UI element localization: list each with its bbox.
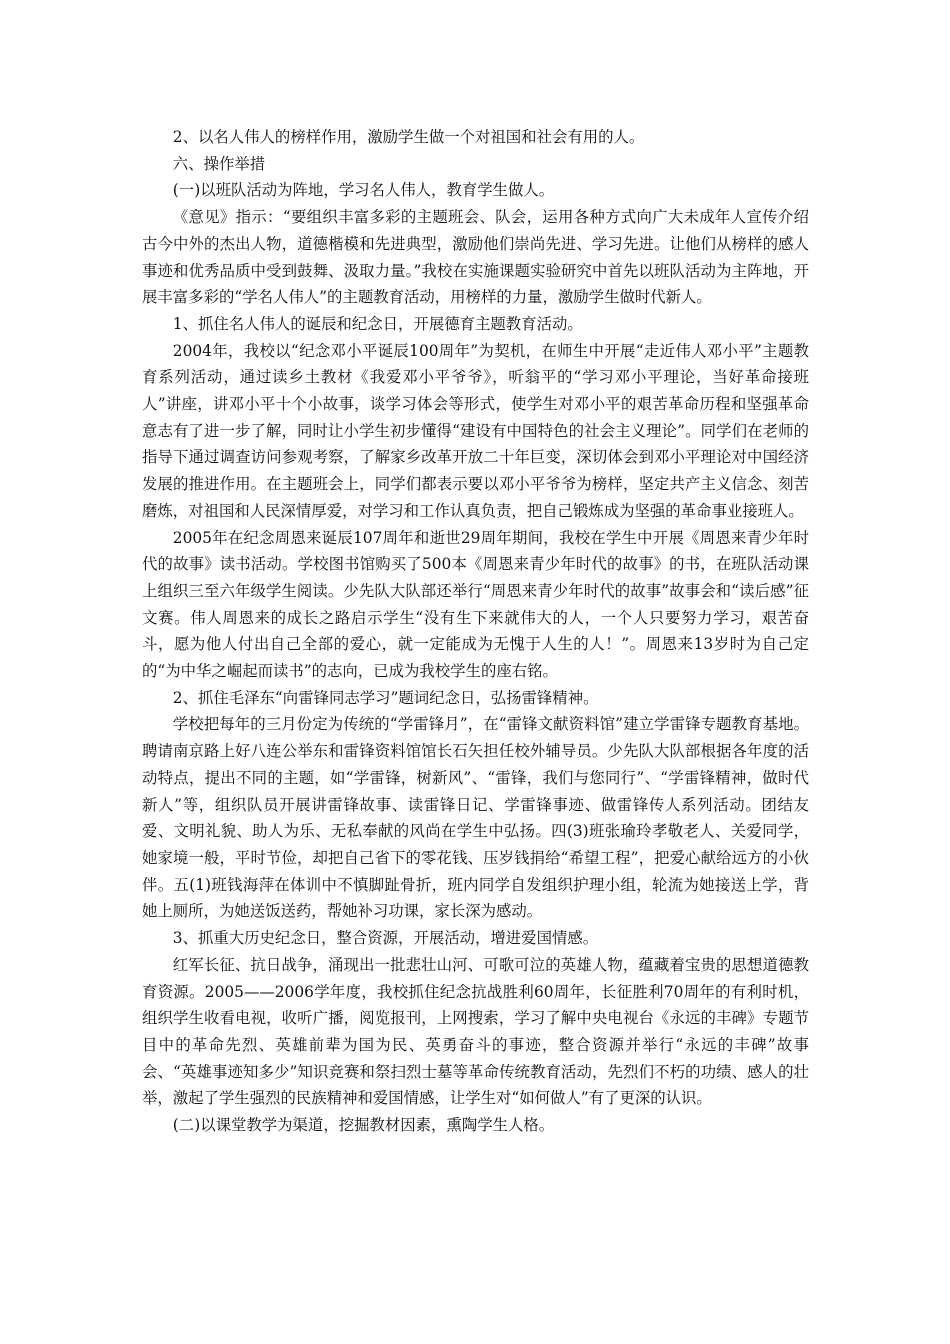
section-heading-measures: 六、操作举措 xyxy=(172,154,266,173)
paragraph-history: 红军长征、抗日战争，涌现出一批悲壮山河、可歌可泣的英雄人物，蕴藏着宝贵的思想道德教育资源。2005——2006学年度，我校抓住纪念抗战胜利60周年，长征胜利70周年的有利时机，组织学生收看电视，收听广播，阅览报刊，上网搜索，学习了解中央电视台《永远的丰碑》专题节目中的革命先烈、英雄前辈为国为民、英勇奋斗的事迹，整合资源并举行“永远的丰碑”故事会、“英雄事迹知多少”知识竞赛和祭扫烈士墓等革命传统教育活动，先烈们不朽的功绩、感人的壮举，激起了学生强烈的民族精神和爱国情感，让学生对“如何做人”有了更深的认识。 xyxy=(142,955,809,1108)
subsection-heading-1: (一)以班队活动为阵地，学习名人伟人，教育学生做人。 xyxy=(172,181,555,200)
paragraph-goal-2: 2、以名人伟人的榜样作用，激励学生做一个对祖国和社会有用的人。 xyxy=(172,128,645,146)
document-body xyxy=(142,124,809,1139)
paragraph-opinion: 《意见》指示：“要组织丰富多彩的主题班会、队会，运用各种方式向广大未成年人宣传介绍古今中外的杰出人物，道德楷模和先进典型，激励他们崇尚先进、学习先进。让他们从榜样的感人事迹和优秀品质中受到鼓舞、汲取力量。”我校在实施课题实验研究中首先以班队活动为主阵地，开展丰富多彩的“学名人伟人”的主题教育活动，用榜样的力量，激励学生做时代新人。 xyxy=(142,208,809,307)
item-heading-2: 2、抓住毛泽东“向雷锋同志学习”题词纪念日，弘扬雷锋精神。 xyxy=(172,688,599,707)
paragraph-zhou-enlai: 2005年在纪念周恩来诞辰107周年和逝世29周年期间，我校在学生中开展《周恩来青少年时代的故事》读书活动。学校图书馆购买了500本《周恩来青少年时代的故事》的书，在班队活动课上组织三至六年级学生阅读。少先队大队部还举行“周恩来青少年时代的故事”故事会和“读后感”征文赛。伟人周恩来的成长之路启示学生“没有生下来就伟大的人，一个人只要努力学习，艰苦奋斗，愿为他人付出自己全部的爱心，就一定能成为无愧于人生的人！”。周恩来13岁时为自己定的“为中华之崛起而读书”的志向，已成为我校学生的座右铭。 xyxy=(142,528,809,681)
item-heading-1: 1、抓住名人伟人的诞辰和纪念日，开展德育主题教育活动。 xyxy=(172,314,583,333)
subsection-heading-2: (二)以课堂教学为渠道，挖掘教材因素，熏陶学生人格。 xyxy=(172,1116,555,1135)
item-heading-3: 3、抓重大历史纪念日，整合资源，开展活动，增进爱国情感。 xyxy=(172,929,599,948)
paragraph-deng-xiaoping: 2004年，我校以“纪念邓小平诞辰100周年”为契机，在师生中开展“走近伟人邓小平”主题教育系列活动，通过读乡土教材《我爱邓小平爷爷》，听翁平的“学习邓小平理论，当好革命接班人”讲座，讲邓小平十个小故事，谈学习体会等形式，使学生对邓小平的艰苦革命历程和坚强革命意志有了进一步了解，同时让小学生初步懂得“建设有中国特色的社会主义理论”。同学们在老师的指导下通过调查访问参观考察，了解家乡改革开放二十年巨变，深切体会到邓小平理论对中国经济发展的推进作用。在主题班会上，同学们都表示要以邓小平爷爷为榜样，坚定共产主义信念、刻苦磨炼，对祖国和人民深情厚爱，对学习和工作认真负责，把自己锻炼成为坚强的革命事业接班人。 xyxy=(142,341,809,520)
paragraph-lei-feng: 学校把每年的三月份定为传统的“学雷锋月”，在“雷锋文献资料馆”建立学雷锋专题教育基地。聘请南京路上好八连公举东和雷锋资料馆馆长石矢担任校外辅导员。少先队大队部根据各年度的活动特点，提出不同的主题，如“学雷锋，树新风”、“雷锋，我们与您同行”、“学雷锋精神，做时代新人”等，组织队员开展讲雷锋故事、读雷锋日记、学雷锋事迹、做雷锋传人系列活动。团结友爱、文明礼貌、助人为乐、无私奉献的风尚在学生中弘扬。四(3)班张瑜玲孝敬老人、关爱同学，她家境一般，平时节俭，却把自己省下的零花钱、压岁钱捐给“希望工程”，把爱心献给远方的小伙伴。五(1)班钱海萍在体训中不慎脚趾骨折，班内同学自发组织护理小组，轮流为她接送上学，背她上厕所，为她送饭送药，帮她补习功课，家长深为感动。 xyxy=(142,715,809,921)
